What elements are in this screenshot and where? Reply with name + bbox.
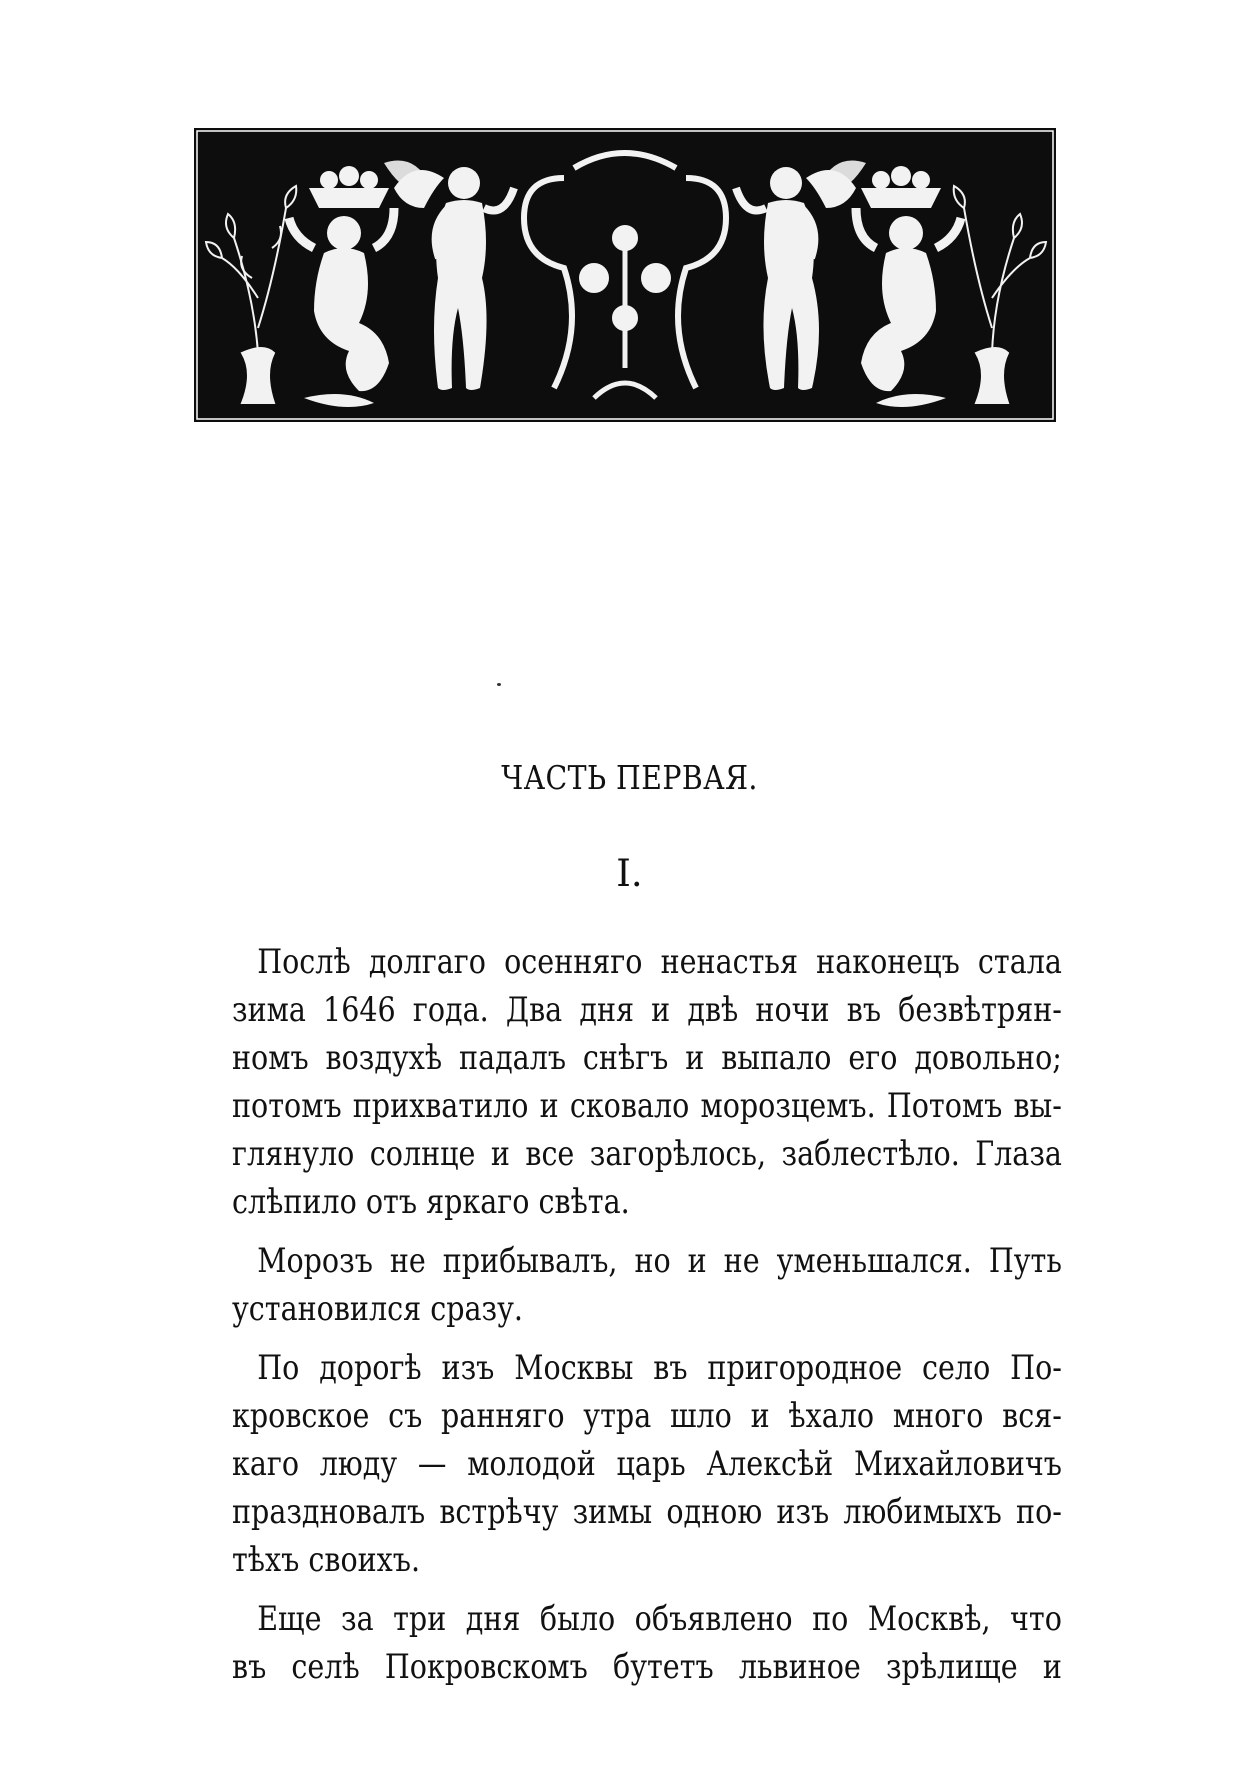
text-line: праздновалъ встрѣчу зимы одною изъ любимыхъ по- — [232, 1492, 1062, 1532]
text-line: въ селѣ Покровскомъ бутетъ львиное зрѣлище и — [232, 1647, 1062, 1687]
text-line: потомъ прихватило и сковало морозцемъ. Потомъ вы- — [232, 1086, 1062, 1126]
ornamental-headpiece — [194, 128, 1056, 422]
text-line: Послѣ долгаго осенняго ненастья наконецъ стала — [257, 942, 1062, 982]
text-line: номъ воздухѣ падалъ снѣгъ и выпало его довольно; — [232, 1038, 1062, 1078]
text-line: тѣхъ своихъ. — [232, 1540, 421, 1580]
text-line: кровское съ ранняго утра шло и ѣхало много вся- — [232, 1396, 1062, 1436]
text-line: установился сразу. — [232, 1289, 523, 1329]
part-title: ЧАСТЬ ПЕРВАЯ. — [501, 758, 758, 797]
text-line: зима 1646 года. Два дня и двѣ ночи въ безвѣтрян- — [232, 990, 1062, 1030]
text-line: слѣпило отъ яркаго свѣта. — [232, 1182, 630, 1222]
text-line: глянуло солнце и все загорѣлось, заблестѣло. Глаза — [232, 1134, 1062, 1174]
body-text — [232, 938, 1062, 1691]
text-line: По дорогѣ изъ Москвы въ пригородное село По- — [257, 1348, 1062, 1388]
text-line: Морозъ не прибывалъ, но и не уменьшался. Путь — [257, 1241, 1062, 1281]
stray-mark — [497, 683, 501, 686]
text-line: Еще за три дня было объявлено по Москвѣ, что — [257, 1599, 1062, 1639]
chapter-number: I. — [616, 852, 643, 895]
text-line: каго люду — молодой царь Алексѣй Михайловичъ — [232, 1444, 1062, 1484]
